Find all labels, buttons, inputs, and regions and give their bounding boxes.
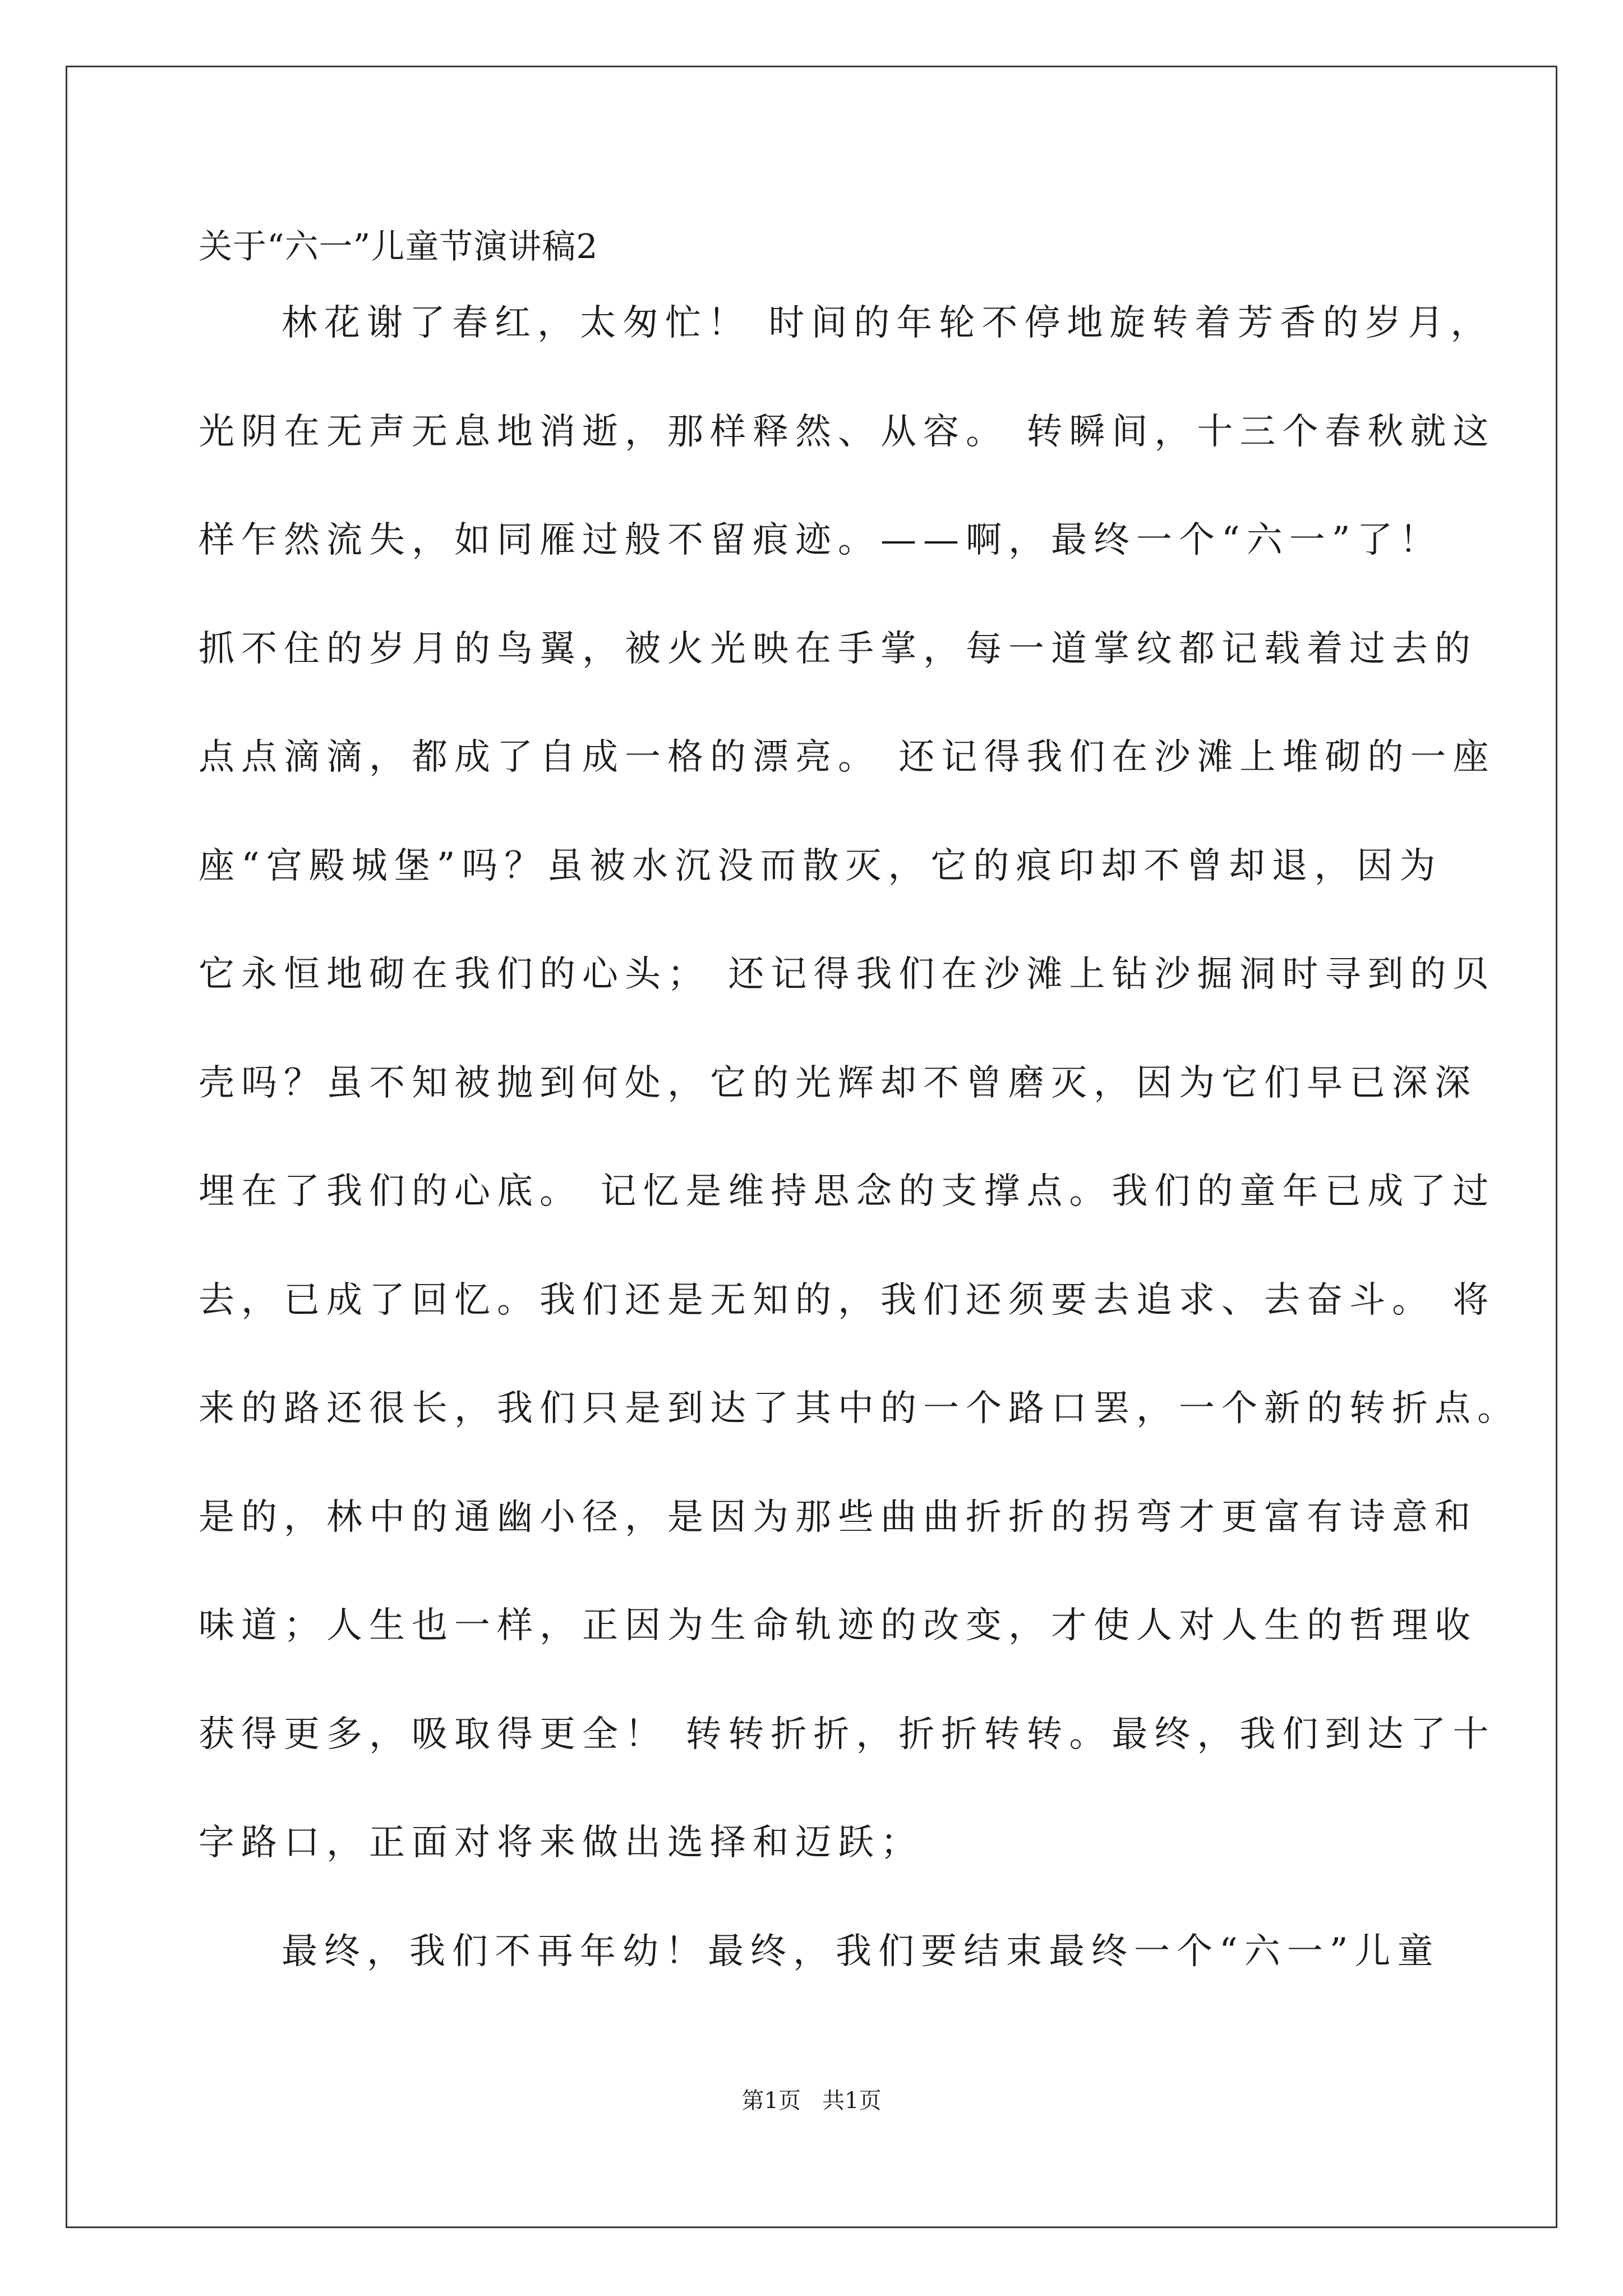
paragraph-line: 来的路还很长，我们只是到达了其中的一个路口罢，一个新的转折点。 bbox=[199, 1388, 1520, 1429]
paragraph-line: 去，已成了回忆。我们还是无知的，我们还须要去追求、去奋斗。 将 bbox=[199, 1279, 1496, 1321]
paragraph-line: 它永恒地砌在我们的心头； 还记得我们在沙滩上钻沙掘洞时寻到的贝 bbox=[199, 954, 1496, 995]
paragraph-line: 光阴在无声无息地消逝，那样释然、从容。 转瞬间，十三个春秋就这 bbox=[199, 411, 1496, 453]
paragraph-line: 最终，我们不再年幼！最终，我们要结束最终一个“六一”儿童 bbox=[282, 1930, 1440, 1972]
paragraph-line: 味道；人生也一样，正因为生命轨迹的改变，才使人对人生的哲理收 bbox=[199, 1605, 1477, 1646]
paragraph-line: 座“宫殿城堡”吗？虽被水沉没而散灭，它的痕印却不曾却退，因为 bbox=[199, 845, 1442, 887]
paragraph-line: 样乍然流失，如同雁过般不留痕迹。——啊，最终一个“六一”了！ bbox=[199, 519, 1442, 561]
page-number-footer: 第1页 共1页 bbox=[741, 2088, 882, 2114]
paragraph-line: 是的，林中的通幽小径，是因为那些曲曲折折的拐弯才更富有诗意和 bbox=[199, 1496, 1477, 1538]
paragraph-line: 埋在了我们的心底。 记忆是维持思念的支撑点。我们的童年已成了过 bbox=[199, 1171, 1496, 1212]
paragraph-line: 壳吗？虽不知被抛到何处，它的光辉却不曾磨灭，因为它们早已深深 bbox=[199, 1062, 1477, 1104]
document-title: 关于“六一”儿童节演讲稿2 bbox=[199, 227, 598, 266]
document-body bbox=[199, 301, 1520, 2037]
paragraph-line: 抓不住的岁月的鸟翼，被火光映在手掌，每一道掌纹都记载着过去的 bbox=[199, 628, 1477, 670]
paragraph-line: 字路口，正面对将来做出选择和迈跃； bbox=[199, 1822, 923, 1864]
paragraph-line: 获得更多，吸取得更全！ 转转折折，折折转转。最终，我们到达了十 bbox=[199, 1713, 1496, 1755]
paragraph-line: 点点滴滴，都成了自成一格的漂亮。 还记得我们在沙滩上堆砌的一座 bbox=[199, 737, 1496, 778]
paragraph-line: 林花谢了春红，太匆忙！ 时间的年轮不停地旋转着芳香的岁月， bbox=[282, 302, 1493, 344]
